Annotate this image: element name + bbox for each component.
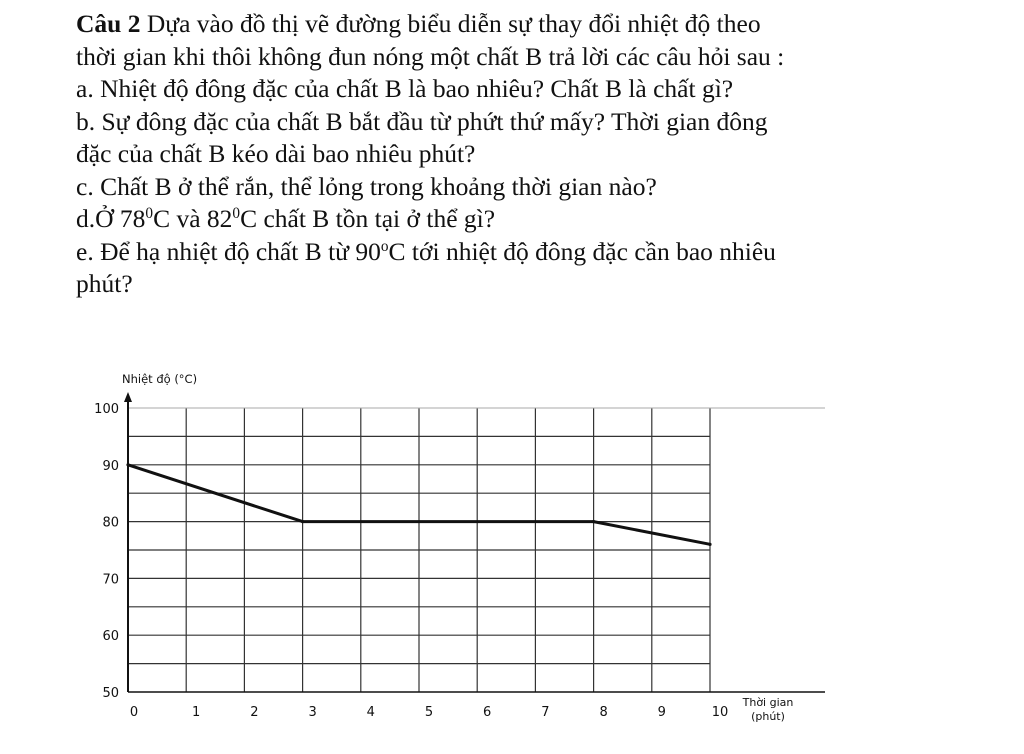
chart-tick-labels: [94, 402, 728, 720]
y-tick-label: 80: [102, 515, 119, 531]
question-part-b: b. Sự đông đặc của chất B bắt đầu từ phứt thứ mấy? Thời gian đông: [76, 106, 768, 136]
x-tick-label: 0: [129, 705, 139, 720]
y-axis-arrow: [124, 392, 132, 402]
y-tick-label: 90: [102, 458, 119, 474]
x-tick-label: 2: [250, 705, 259, 720]
question-part-e-line2: phút?: [76, 269, 133, 298]
x-tick-label: 10: [711, 705, 729, 720]
x-tick-label: 6: [483, 705, 492, 720]
data-point: [708, 543, 711, 546]
x-tick-label: 9: [657, 705, 666, 720]
question-part-c: c. Chất B ở thể rắn, thể lỏng trong khoảng thời gian nào?: [76, 171, 657, 201]
question-part-a: a. Nhiệt độ đông đặc của chất B là bao nhiêu? Chất B là chất gì?: [76, 74, 734, 103]
x-axis-label: Thời gian: [742, 696, 794, 709]
x-tick-label: 4: [366, 705, 375, 720]
x-tick-label: 8: [599, 705, 608, 720]
y-tick-label: 50: [102, 686, 119, 701]
y-axis-label: Nhiệt độ (°C): [122, 372, 198, 386]
y-tick-label: 60: [102, 629, 119, 645]
data-point: [592, 520, 595, 523]
question-intro-line2: thời gian khi thôi không đun nóng một chất B trả lời các câu hỏi sau :: [76, 41, 785, 71]
question-intro: Câu 2 Dựa vào đồ thị vẽ đường biểu diễn sự thay đổi nhiệt độ theo: [76, 9, 761, 38]
x-tick-label: 1: [192, 705, 201, 720]
x-tick-label: 3: [308, 705, 317, 720]
data-point: [126, 463, 129, 466]
question-number: Câu 2: [76, 9, 141, 38]
question-part-b-line2: đặc của chất B kéo dài bao nhiêu phút?: [76, 139, 476, 168]
x-axis-label-unit: (phút): [751, 710, 785, 723]
chart-grid: [128, 408, 825, 692]
data-point: [301, 520, 304, 523]
x-tick-label: 5: [424, 705, 434, 720]
x-tick-label: 7: [541, 705, 550, 720]
question-part-e: e. Để hạ nhiệt độ chất B từ 90$^o$C tới nhiệt độ đông đặc cần bao nhiêu: [76, 236, 776, 266]
y-tick-label: 70: [102, 572, 119, 588]
question-part-d: d.Ở $78^0C$ và $82^0C$ chất B tồn tại ở thể gì?: [76, 204, 496, 233]
y-tick-label: 100: [94, 402, 119, 417]
